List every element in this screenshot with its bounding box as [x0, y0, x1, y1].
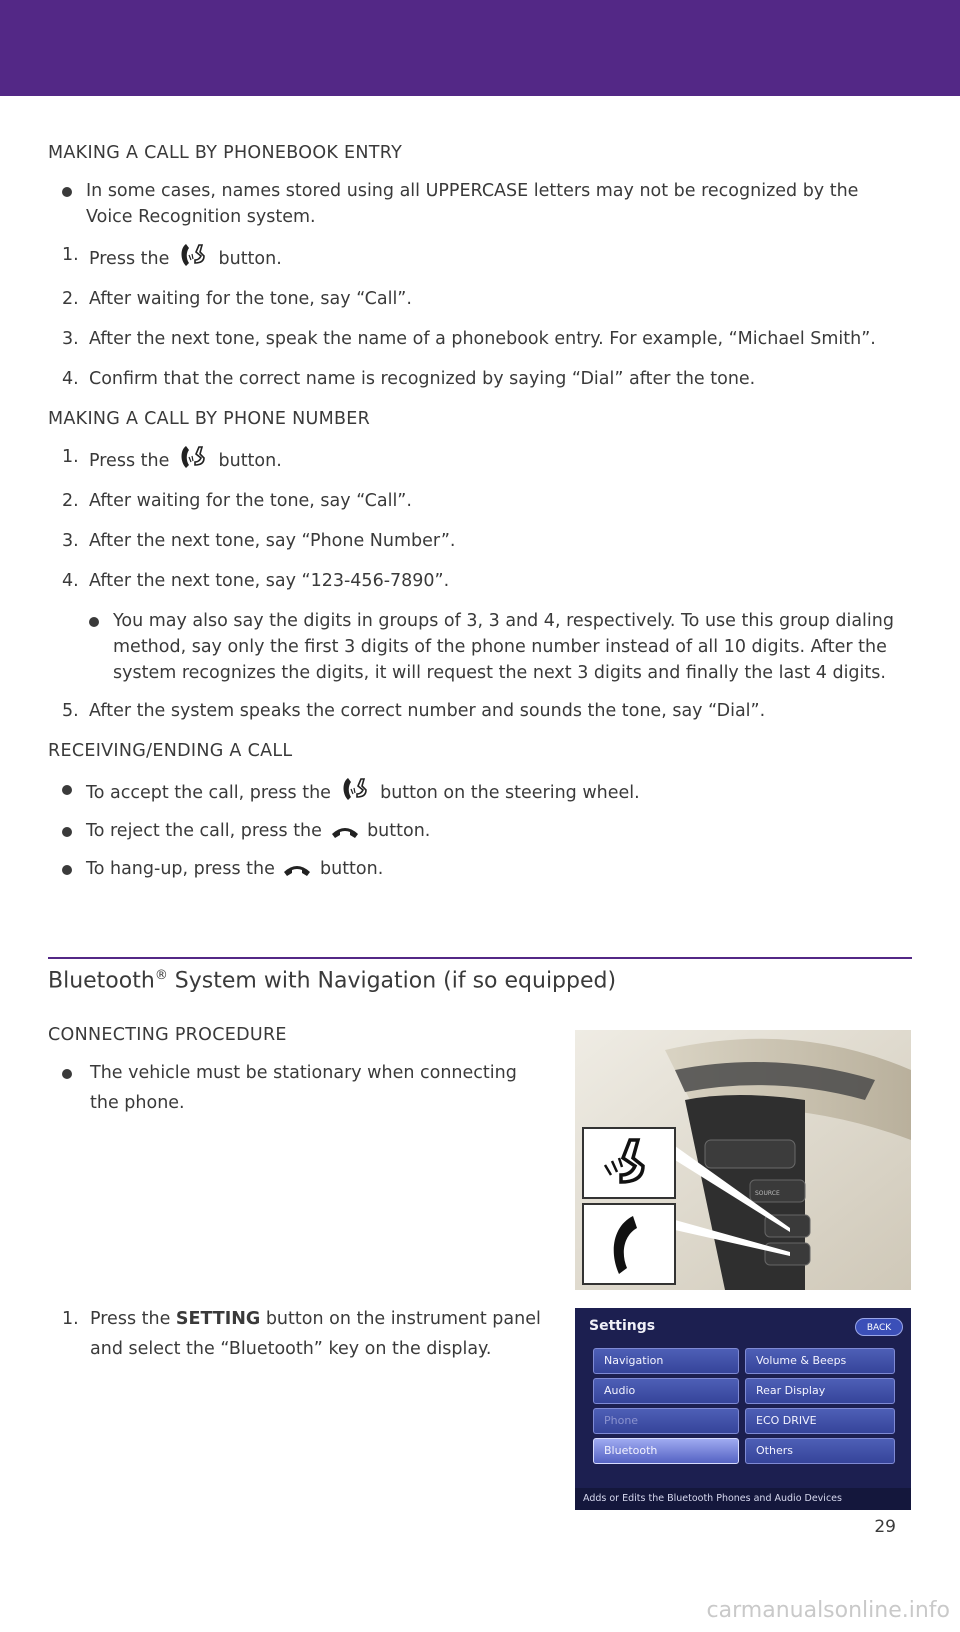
- phone-voice-icon: [339, 776, 373, 802]
- phone-icon-callout: [583, 1204, 675, 1284]
- number-step-1: 1. Press the button.: [62, 444, 910, 474]
- settings-bluetooth-button[interactable]: Bluetooth: [593, 1438, 739, 1464]
- section-heading-receiving: RECEIVING/ENDING A CALL: [48, 741, 293, 761]
- phonebook-step-2: 2. After waiting for the tone, say “Call”.: [62, 289, 412, 309]
- connecting-step-1: 1. Press the SETTING button on the instrument panel and select the “Bluetooth” key on the display.: [62, 1309, 541, 1359]
- number-step-5: 5. After the system speaks the correct number and sounds the tone, say “Dial”.: [62, 701, 766, 721]
- group-dialing-note: You may also say the digits in groups of 3, 3 and 4, respectively. To use this group dialing method, say only the first 3 digits of the phone number instead of all 10 digits. After the system recognizes the digits, it will request the next 3 digits and finally the last 4 digits.: [89, 608, 910, 686]
- settings-status-bar: Adds or Edits the Bluetooth Phones and Audio Devices: [575, 1488, 911, 1510]
- accept-call-item: To accept the call, press the button on the steering wheel.: [62, 776, 910, 806]
- reject-call-item: To reject the call, press the button.: [62, 818, 910, 844]
- settings-others-button[interactable]: Others: [745, 1438, 895, 1464]
- phone-voice-icon: [177, 444, 211, 470]
- call-instructions: [48, 140, 910, 894]
- section-divider: [48, 957, 912, 959]
- header-band: [0, 0, 960, 96]
- settings-eco-drive-button[interactable]: ECO DRIVE: [745, 1408, 895, 1434]
- page-number: 29: [874, 1517, 896, 1537]
- number-step-3: 3. After the next tone, say “Phone Number”.: [62, 531, 456, 551]
- phonebook-step-3: 3. After the next tone, speak the name of a phonebook entry. For example, “Michael Smith”.: [62, 329, 876, 349]
- phonebook-step-1: 1. Press the button.: [62, 242, 910, 272]
- settings-screen-title: Settings: [589, 1318, 656, 1334]
- section-heading-phonebook: MAKING A CALL BY PHONEBOOK ENTRY: [48, 143, 403, 163]
- settings-screen-photo: [575, 1308, 911, 1510]
- settings-rear-display-button[interactable]: Rear Display: [745, 1378, 895, 1404]
- hang-up-icon: [330, 822, 360, 840]
- phone-voice-icon: [177, 242, 211, 268]
- number-step-2: 2. After waiting for the tone, say “Call”.: [62, 491, 412, 511]
- settings-volume-beeps-button[interactable]: Volume & Beeps: [745, 1348, 895, 1374]
- back-button[interactable]: BACK: [855, 1318, 903, 1336]
- steering-wheel-illustration: [575, 1030, 911, 1290]
- hang-up-icon: [282, 860, 312, 878]
- number-step-4: 4. After the next tone, say “123-456-7890”.: [62, 571, 450, 591]
- steering-wheel-photo: [575, 1030, 911, 1290]
- connecting-procedure: [48, 1020, 548, 1130]
- uppercase-note: In some cases, names stored using all UPPERCASE letters may not be recognized by the Voice Recognition system.: [62, 178, 910, 230]
- source-button-label: SOURCE: [755, 1190, 780, 1197]
- bluetooth-section-title: Bluetooth® System with Navigation (if so equipped): [48, 968, 617, 994]
- section-heading-connecting: CONNECTING PROCEDURE: [48, 1025, 287, 1045]
- watermark: carmanualsonline.info: [706, 1598, 950, 1623]
- settings-navigation-button[interactable]: Navigation: [593, 1348, 739, 1374]
- section-heading-phone-number: MAKING A CALL BY PHONE NUMBER: [48, 409, 371, 429]
- settings-audio-button[interactable]: Audio: [593, 1378, 739, 1404]
- stationary-note: The vehicle must be stationary when connecting the phone.: [62, 1058, 548, 1118]
- hang-up-item: To hang-up, press the button.: [62, 856, 910, 882]
- settings-phone-button[interactable]: Phone: [593, 1408, 739, 1434]
- phonebook-step-4: 4. Confirm that the correct name is recognized by saying “Dial” after the tone.: [62, 369, 756, 389]
